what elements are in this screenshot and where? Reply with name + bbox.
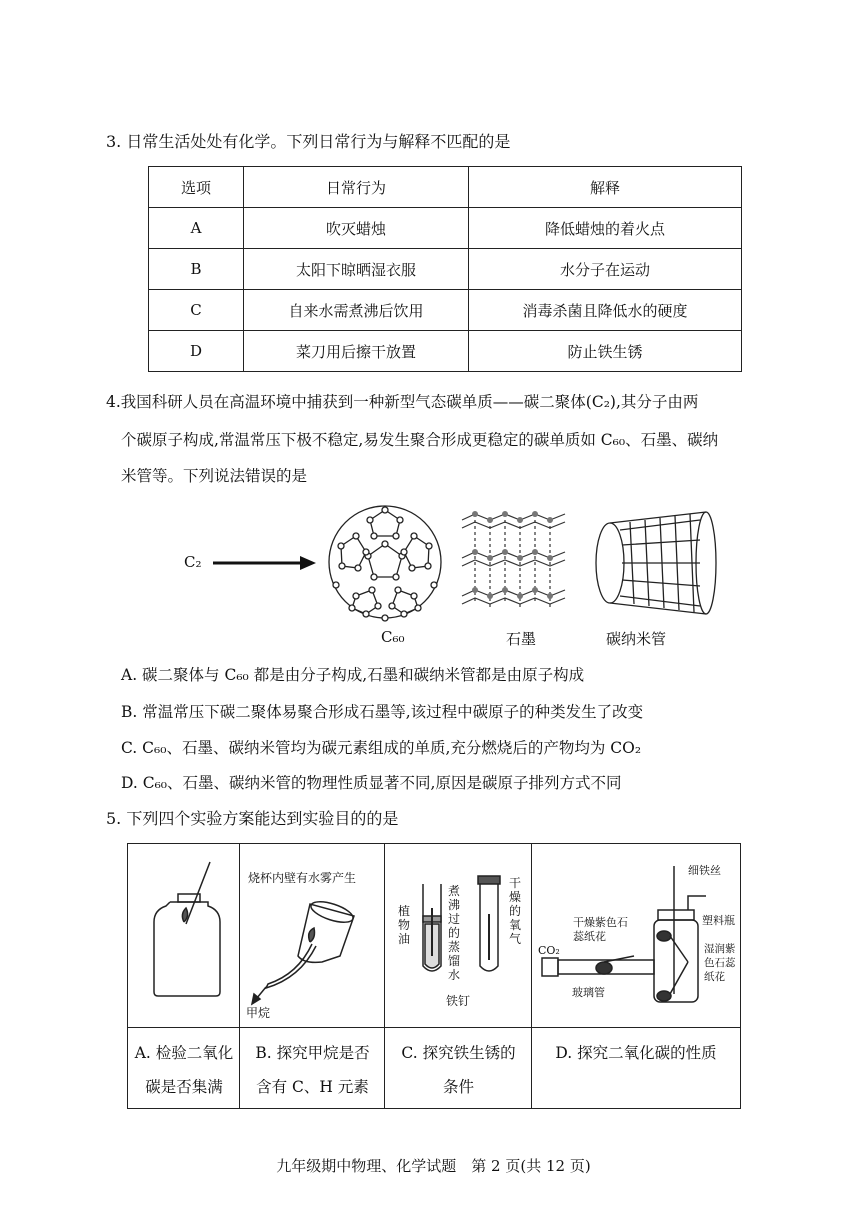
cell: 降低蜡烛的着火点 (469, 208, 742, 249)
plastic-bottle-label: 塑料瓶 (702, 914, 735, 927)
graphite-structure-icon (462, 511, 565, 610)
test-tubes-icon (423, 876, 500, 971)
cell: 菜刀用后擦干放置 (244, 331, 469, 372)
wire-label: 细铁丝 (688, 864, 721, 877)
experiments-drawing (128, 844, 740, 1027)
graphite-label: 石墨 (506, 630, 537, 648)
cell: 吹灭蜡烛 (244, 208, 469, 249)
cell: D (149, 331, 244, 372)
q4-option-a: A. 碳二聚体与 C₆₀ 都是由分子构成,石墨和碳纳米管都是由原子构成 (121, 666, 585, 684)
q5-experiment-table (127, 843, 741, 1109)
cell: 防止铁生锈 (469, 331, 742, 372)
cell: 水分子在运动 (469, 249, 742, 290)
caption-d (532, 1036, 740, 1070)
caption-c-line2: 条件 (442, 1078, 474, 1096)
q4-option-d: D. C₆₀、石墨、碳纳米管的物理性质显著不同,原因是碳原子排列方式不同 (121, 774, 622, 792)
cell: A (149, 208, 244, 249)
caption-c (385, 1036, 532, 1104)
beaker-mist-label: 烧杯内壁有水雾产生 (248, 871, 357, 885)
caption-b-line2: 含有 C、H 元素 (256, 1078, 369, 1096)
boiled-water-label: 煮沸过的蒸馏水 (448, 884, 461, 982)
nail-label: 铁钉 (446, 994, 471, 1008)
cell: 消毒杀菌且降低水的硬度 (469, 290, 742, 331)
caption-d-line1: D. 探究二氧化碳的性质 (555, 1044, 717, 1062)
wet-paper-label: 湿润紫色石蕊纸花 (704, 943, 736, 983)
co2-label: CO₂ (538, 944, 560, 957)
oil-label: 植物油 (398, 904, 411, 946)
header-option: 选项 (149, 167, 244, 208)
methane-label: 甲烷 (246, 1006, 271, 1020)
caption-a-line1: A. 检验二氧化 (134, 1044, 234, 1062)
cell: 自来水需煮沸后饮用 (244, 290, 469, 331)
cell: C (149, 290, 244, 331)
page-footer: 九年级期中物理、化学试题 第 2 页(共 12 页) (276, 1157, 591, 1175)
caption-a (128, 1036, 240, 1104)
header-behavior: 日常行为 (244, 167, 469, 208)
cell: 太阳下晾晒湿衣服 (244, 249, 469, 290)
dry-paper-label: 干燥紫色石蕊纸花 (573, 916, 628, 943)
c60-molecule-icon (329, 506, 441, 621)
c2-label: C₂ (184, 553, 202, 571)
q4-option-c: C. C₆₀、石墨、碳纳米管均为碳元素组成的单质,充分燃烧后的产物均为 CO₂ (121, 739, 642, 757)
header-explanation: 解释 (469, 167, 742, 208)
glass-tube-label: 玻璃管 (572, 986, 605, 999)
q4-line3: 米管等。下列说法错误的是 (121, 467, 308, 485)
nanotube-label: 碳纳米管 (606, 630, 667, 648)
caption-b (240, 1036, 385, 1104)
q5-stem: 5. 下列四个实验方案能达到实验目的的是 (106, 809, 399, 828)
caption-a-line2: 碳是否集满 (145, 1078, 223, 1096)
cell: B (149, 249, 244, 290)
caption-b-line1: B. 探究甲烷是否 (255, 1044, 370, 1062)
beaker-methane-icon (252, 898, 355, 1004)
gas-jar-icon (154, 862, 220, 996)
dry-oxygen-label: 干燥的氧气 (509, 876, 522, 946)
nanotube-structure-icon (596, 512, 716, 614)
c60-label: C₆₀ (381, 628, 405, 646)
q3-stem: 3. 日常生活处处有化学。下列日常行为与解释不匹配的是 (106, 132, 511, 151)
q4-option-b: B. 常温常压下碳二聚体易聚合形成石墨等,该过程中碳原子的种类发生了改变 (121, 703, 644, 721)
caption-c-line1: C. 探究铁生锈的 (401, 1044, 516, 1062)
q4-line1: 4.我国科研人员在高温环境中捕获到一种新型气态碳单质——碳二聚体(C₂),其分子由两 (106, 393, 699, 411)
q4-line2: 个碳原子构成,常温常压下极不稳定,易发生聚合形成更稳定的碳单质如 C₆₀、石墨、碳纳 (121, 431, 719, 449)
